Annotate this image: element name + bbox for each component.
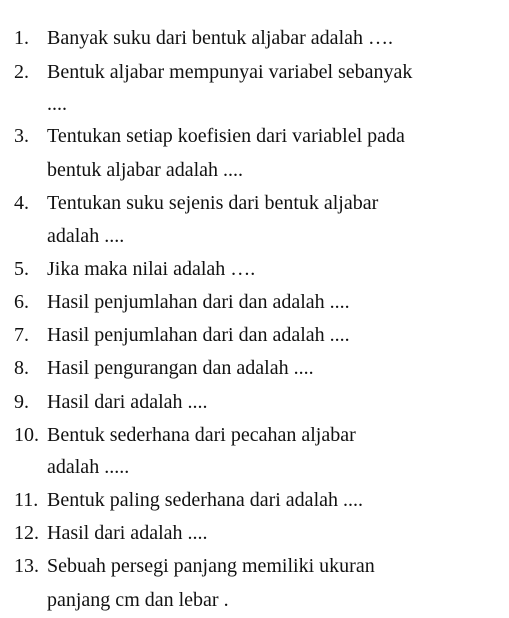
question-text: Hasil dari adalah .... [47, 522, 208, 544]
question-6 [0, 290, 509, 314]
question-text: Hasil penjumlahan dari dan adalah .... [47, 291, 350, 313]
question-text-continuation: adalah ..... [47, 456, 130, 478]
question-5 [0, 257, 509, 281]
question-text-continuation: adalah .... [47, 225, 125, 247]
question-text: Hasil pengurangan dan adalah .... [47, 357, 314, 379]
question-number: 10. [14, 424, 39, 446]
question-2-continuation [0, 92, 509, 116]
question-number: 6. [14, 291, 29, 313]
question-3 [0, 124, 509, 148]
question-number: 5. [14, 258, 29, 280]
question-number: 9. [14, 391, 29, 413]
question-number: 8. [14, 357, 29, 379]
question-number: 13. [14, 555, 39, 577]
question-9 [0, 390, 509, 414]
question-2 [0, 60, 509, 84]
question-text: Bentuk paling sederhana dari adalah .... [47, 489, 363, 511]
question-number: 12. [14, 522, 39, 544]
question-12 [0, 521, 509, 545]
question-number: 7. [14, 324, 29, 346]
question-10 [0, 423, 509, 447]
question-text: Tentukan setiap koefisien dari variablel pada [47, 125, 405, 147]
question-text: Jika maka nilai adalah …. [47, 258, 256, 280]
question-number: 11. [14, 489, 39, 511]
question-4 [0, 191, 509, 215]
question-7 [0, 323, 509, 347]
question-11 [0, 488, 509, 512]
question-text-continuation: bentuk aljabar adalah .... [47, 159, 244, 181]
question-text-continuation: panjang cm dan lebar . [47, 589, 229, 611]
question-4-continuation [0, 224, 509, 248]
question-13 [0, 554, 509, 578]
question-text: Bentuk sederhana dari pecahan aljabar [47, 424, 356, 446]
question-text-continuation: .... [47, 93, 67, 115]
question-text: Bentuk aljabar mempunyai variabel sebanyak [47, 61, 413, 83]
question-number: 3. [14, 125, 29, 147]
question-text: Banyak suku dari bentuk aljabar adalah …. [47, 27, 393, 49]
question-text: Hasil dari adalah .... [47, 391, 208, 413]
question-1 [0, 26, 509, 50]
question-number: 4. [14, 192, 29, 214]
question-text: Hasil penjumlahan dari dan adalah .... [47, 324, 350, 346]
question-text: Sebuah persegi panjang memiliki ukuran [47, 555, 375, 577]
question-10-continuation [0, 455, 509, 479]
question-number: 2. [14, 61, 29, 83]
question-13-continuation [0, 588, 509, 612]
question-number: 1. [14, 27, 29, 49]
question-text: Tentukan suku sejenis dari bentuk aljabar [47, 192, 379, 214]
question-8 [0, 356, 509, 380]
question-3-continuation [0, 158, 509, 182]
